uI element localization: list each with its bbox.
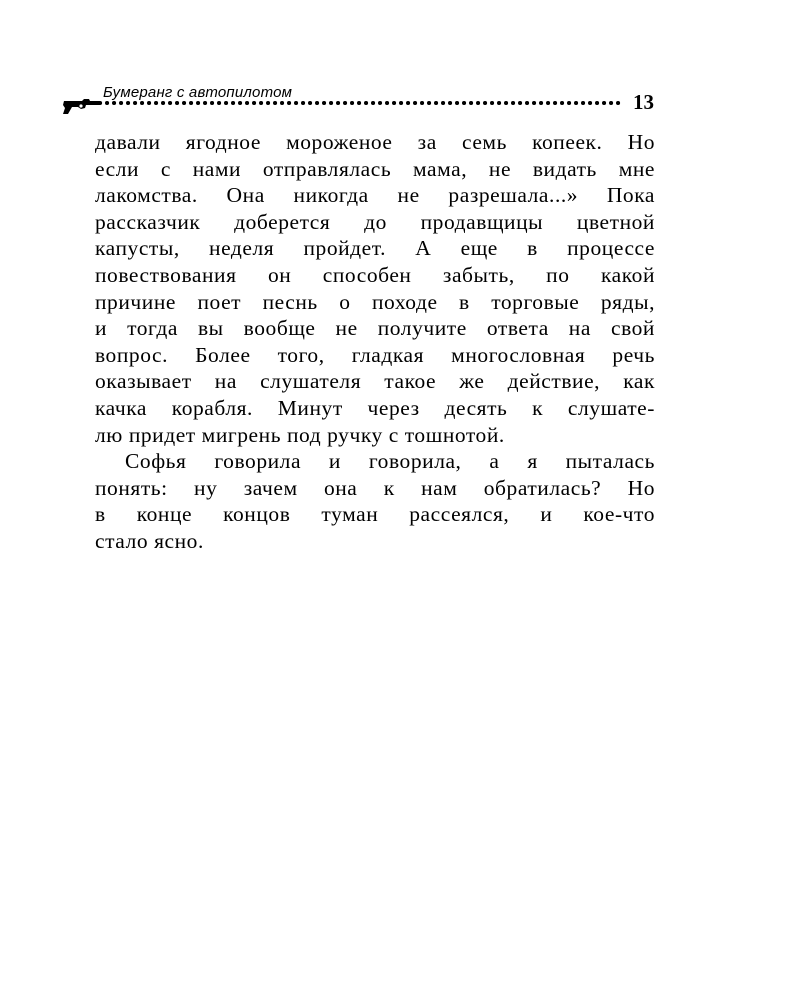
- text-line: и тогда вы вообще не получите ответа на свой: [95, 316, 655, 341]
- text-line: причине поет песнь о походе в торговые ряды,: [95, 289, 655, 314]
- text-line: стало ясно.: [95, 528, 204, 553]
- text-line: лю придет мигрень под ручку с тошнотой.: [95, 422, 505, 447]
- paragraph: [95, 129, 655, 448]
- text-line: вопрос. Более того, гладкая многословная речь: [95, 342, 655, 367]
- main-text: [95, 129, 655, 555]
- text-line: повествования он способен забыть, по какой: [95, 262, 655, 287]
- book-title: Бумеранг с автопилотом: [103, 84, 293, 101]
- text-line: качка корабля. Минут через десять к слушате-: [95, 395, 655, 420]
- text-line: Софья говорила и говорила, а я пыталась: [125, 449, 655, 474]
- text-line: рассказчик доберется до продавщицы цветной: [95, 209, 655, 234]
- text-line: если с нами отправлялась мама, не видать мне: [95, 156, 655, 181]
- text-line: лакомства. Она никогда не разрешала...» Пока: [95, 183, 655, 208]
- text-line: в конце концов туман рассеялся, и кое-что: [95, 502, 655, 527]
- running-header: [62, 82, 658, 116]
- text-line: капусты, неделя пройдет. А еще в процессе: [95, 236, 655, 261]
- text-line: понять: ну зачем она к нам обратилась? Но: [95, 475, 655, 500]
- paragraph: [95, 448, 655, 554]
- dotted-leader: [98, 98, 622, 108]
- revolver-icon: [62, 95, 102, 115]
- text-line: давали ягодное мороженое за семь копеек. Но: [95, 130, 655, 154]
- text-line: оказывает на слушателя такое же действие, как: [95, 369, 655, 394]
- page-number: 13: [633, 90, 654, 114]
